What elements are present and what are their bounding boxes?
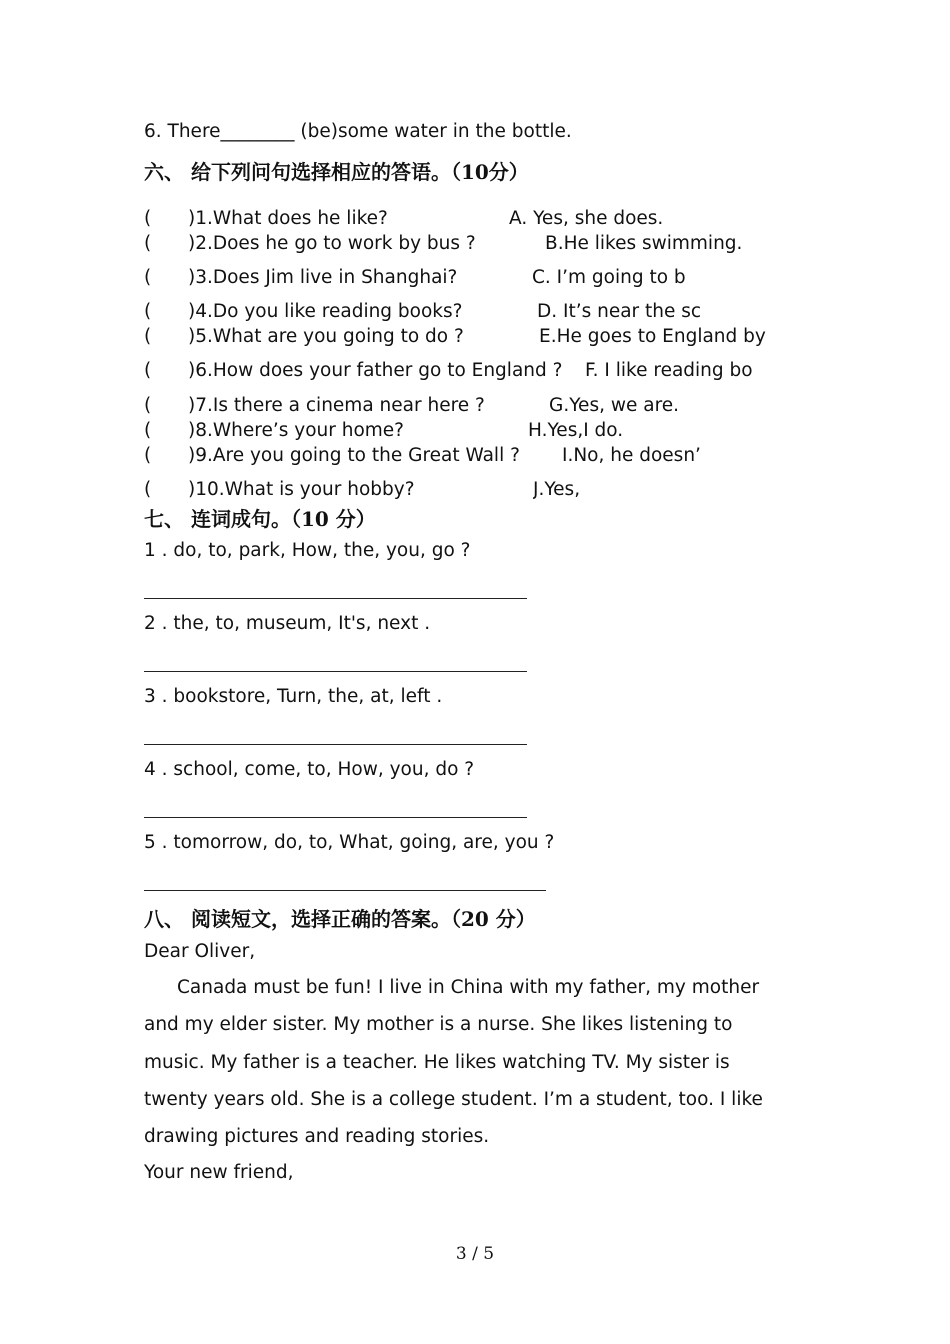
answer-line xyxy=(144,890,546,891)
paragraph-line: music. My father is a teacher. He likes watching TV. My sister is xyxy=(144,1052,730,1073)
word-order-item: 3 . bookstore, Turn, the, at, left . xyxy=(144,686,443,707)
word-order-item: 5 . tomorrow, do, to, What, going, are, you ? xyxy=(144,832,555,853)
matching-answer: G.Yes, we are. xyxy=(549,395,680,416)
matching-answer: B.He likes swimming. xyxy=(545,233,743,254)
answer-paren: ( xyxy=(144,479,152,500)
paragraph-line: and my elder sister. My mother is a nurse. She likes listening to xyxy=(144,1014,733,1035)
matching-answer: F. I like reading bo xyxy=(585,360,753,381)
matching-question: )9.Are you going to the Great Wall ? xyxy=(188,445,520,466)
answer-paren: ( xyxy=(144,208,152,229)
answer-paren: ( xyxy=(144,395,152,416)
answer-paren: ( xyxy=(144,233,152,254)
matching-answer: E.He goes to England by xyxy=(539,326,766,347)
answer-line xyxy=(144,817,527,818)
matching-answer: H.Yes,I do. xyxy=(528,420,624,441)
paragraph-line: Canada must be fun! I live in China with my father, my mother xyxy=(177,977,760,998)
matching-question: )4.Do you like reading books? xyxy=(188,301,463,322)
word-order-item: 4 . school, come, to, How, you, do ? xyxy=(144,759,475,780)
answer-line xyxy=(144,744,527,745)
question-6-fill-blank: 6. There________ (be)some water in the bottle. xyxy=(144,121,572,142)
answer-paren: ( xyxy=(144,301,152,322)
answer-line xyxy=(144,671,527,672)
matching-question: )7.Is there a cinema near here ? xyxy=(188,395,485,416)
matching-answer: I.No, he doesn’ xyxy=(562,445,701,466)
section-8-heading: 八、 阅读短文，选择正确的答案。（20 分） xyxy=(144,907,536,931)
matching-question: )2.Does he go to work by bus ? xyxy=(188,233,476,254)
matching-answer: D. It’s near the sc xyxy=(537,301,702,322)
matching-question: )1.What does he like? xyxy=(188,208,388,229)
matching-answer: J.Yes, xyxy=(533,479,581,500)
answer-paren: ( xyxy=(144,360,152,381)
page-number: 3 / 5 xyxy=(455,1244,495,1264)
answer-paren: ( xyxy=(144,267,152,288)
answer-paren: ( xyxy=(144,445,152,466)
word-order-item: 2 . the, to, museum, It's, next . xyxy=(144,613,431,634)
section-7-heading: 七、 连词成句。（10 分） xyxy=(144,507,376,531)
section-6-heading: 六、 给下列问句选择相应的答语。（10分） xyxy=(144,160,529,184)
matching-question: )5.What are you going to do ? xyxy=(188,326,464,347)
matching-answer: A. Yes, she does. xyxy=(509,208,664,229)
matching-answer: C. I’m going to b xyxy=(532,267,686,288)
letter-closing: Your new friend, xyxy=(144,1162,294,1183)
matching-question: )6.How does your father go to England ? xyxy=(188,360,563,381)
answer-line xyxy=(144,598,527,599)
paragraph-line: drawing pictures and reading stories. xyxy=(144,1126,490,1147)
word-order-item: 1 . do, to, park, How, the, you, go ? xyxy=(144,540,471,561)
matching-question: )3.Does Jim live in Shanghai? xyxy=(188,267,458,288)
letter-salutation: Dear Oliver, xyxy=(144,941,256,962)
answer-paren: ( xyxy=(144,326,152,347)
answer-paren: ( xyxy=(144,420,152,441)
matching-question: )8.Where’s your home? xyxy=(188,420,404,441)
paragraph-line: twenty years old. She is a college student. I’m a student, too. I like xyxy=(144,1089,763,1110)
matching-question: )10.What is your hobby? xyxy=(188,479,415,500)
